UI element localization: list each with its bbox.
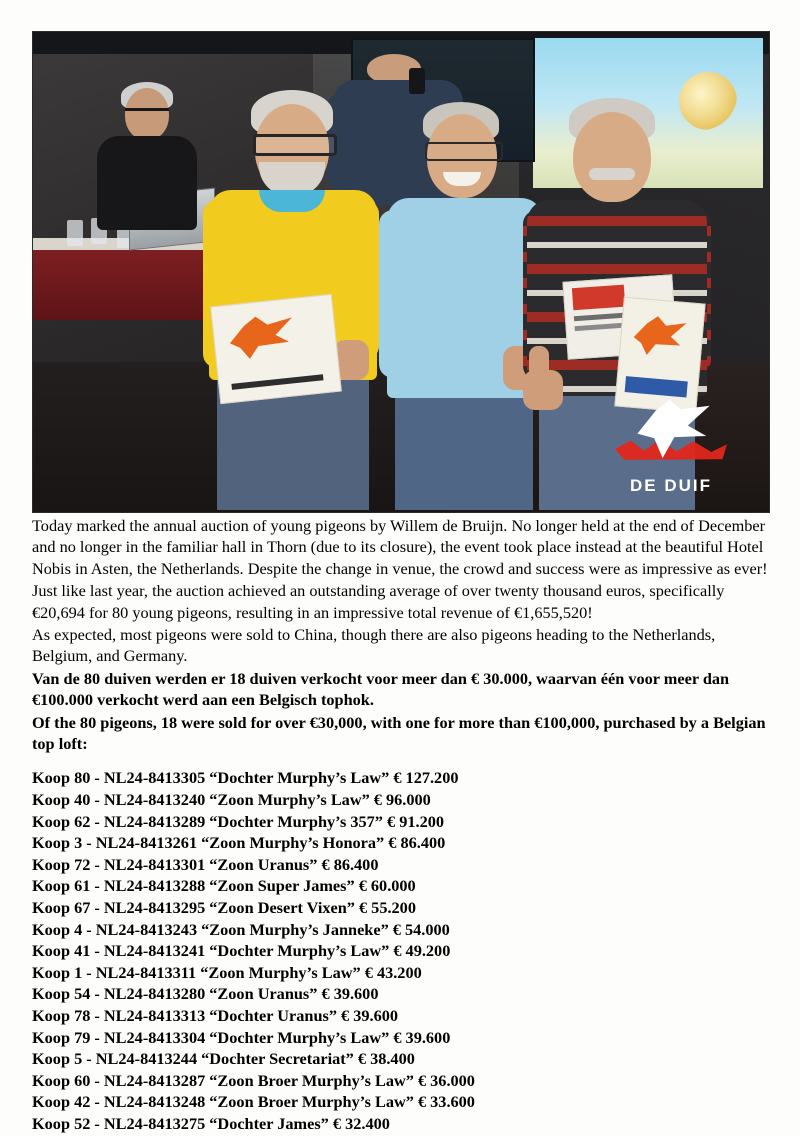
paragraph-3: As expected, most pigeons were sold to China, though there are also pigeons heading to the Netherlands, Belgium, and Germany. [32, 625, 716, 666]
list-item: Koop 54 - NL24-8413280 “Zoon Uranus” € 39.600 [32, 984, 379, 1004]
photo-scene [33, 32, 769, 512]
list-item: Koop 61 - NL24-8413288 “Zoon Super James” € 60.000 [32, 876, 416, 896]
paragraph-4-dutch: Van de 80 duiven werden er 18 duiven verkocht voor meer dan € 30.000, waarvan één voor meer dan €100.000 verkocht werd aan een Belgisch tophok. [32, 668, 730, 710]
auction-results-list [32, 767, 768, 1134]
list-item: Koop 3 - NL24-8413261 “Zoon Murphy’s Honora” € 86.400 [32, 833, 446, 853]
mustache [589, 168, 635, 180]
paragraph-2: Just like last year, the auction achieved an outstanding average of over twenty thousand euros, specifically €20,694 for 80 young pigeons, resulting in an impressive total revenue of €1,655,520! [32, 581, 725, 622]
drinking-glass [67, 220, 83, 246]
glasses [253, 134, 337, 156]
de-duif-logo [591, 400, 751, 496]
list-item: Koop 60 - NL24-8413287 “Zoon Broer Murphy’s Law” € 36.000 [32, 1070, 475, 1090]
list-item: Koop 80 - NL24-8413305 “Dochter Murphy’s Law” € 127.200 [32, 768, 459, 788]
list-item: Koop 72 - NL24-8413301 “Zoon Uranus” € 86.400 [32, 854, 379, 874]
man-yellow-sweater [203, 90, 383, 510]
auction-photo [32, 31, 770, 513]
pigeon-box-artwork [630, 311, 690, 360]
man-light-blue-sweater [385, 102, 545, 510]
list-item: Koop 4 - NL24-8413243 “Zoon Murphy’s Janneke” € 54.000 [32, 919, 450, 939]
paragraph-1: Today marked the annual auction of young pigeons by Willem de Bruijn. No longer held at the end of December and no longer in the familiar hall in Thorn (due to its closure), the event took place instead at the beautiful Hotel Nobis in Asten, the Netherlands. Despite the change in venue, the crowd and success were as impressive as ever! [32, 516, 768, 578]
pigeon-box [614, 297, 705, 414]
head [573, 112, 651, 202]
list-item: Koop 78 - NL24-8413313 “Dochter Uranus” € 39.600 [32, 1006, 399, 1025]
paragraph-5-english: Of the 80 pigeons, 18 were sold for over €30,000, with one for more than €100,000, purchased by a Belgian top loft: [32, 712, 766, 754]
pigeon-box-text [231, 374, 323, 390]
pigeon-box-artwork [224, 309, 298, 362]
phone [409, 68, 425, 94]
torso [97, 136, 197, 230]
pigeon-box-text [625, 376, 688, 397]
glasses [425, 142, 503, 161]
flyer-headline [572, 285, 625, 311]
list-item: Koop 62 - NL24-8413289 “Dochter Murphy’s 357” € 91.200 [32, 811, 444, 831]
list-item: Koop 5 - NL24-8413244 “Dochter Secretariat” € 38.400 [32, 1049, 415, 1069]
list-item: Koop 79 - NL24-8413304 “Dochter Murphy’s Law” € 39.600 [32, 1027, 451, 1047]
jeans [395, 394, 533, 510]
de-duif-logo-label: DE DUIF [630, 476, 712, 495]
article-text [32, 515, 768, 1135]
list-item: Koop 40 - NL24-8413240 “Zoon Murphy’s Law” € 96.000 [32, 790, 431, 810]
background-person-seated [91, 80, 201, 230]
glasses [125, 108, 169, 120]
list-item: Koop 42 - NL24-8413248 “Zoon Broer Murphy’s Law” € 33.600 [32, 1092, 475, 1112]
list-item: Koop 52 - NL24-8413275 “Dochter James” € 32.400 [32, 1113, 390, 1133]
list-item: Koop 41 - NL24-8413241 “Dochter Murphy’s Law” € 49.200 [32, 941, 451, 961]
list-item: Koop 67 - NL24-8413295 “Zoon Desert Vixen” € 55.200 [32, 898, 416, 918]
list-item: Koop 1 - NL24-8413311 “Zoon Murphy’s Law” € 43.200 [32, 962, 422, 982]
pigeon-box [210, 294, 342, 404]
hand-left [523, 370, 563, 410]
